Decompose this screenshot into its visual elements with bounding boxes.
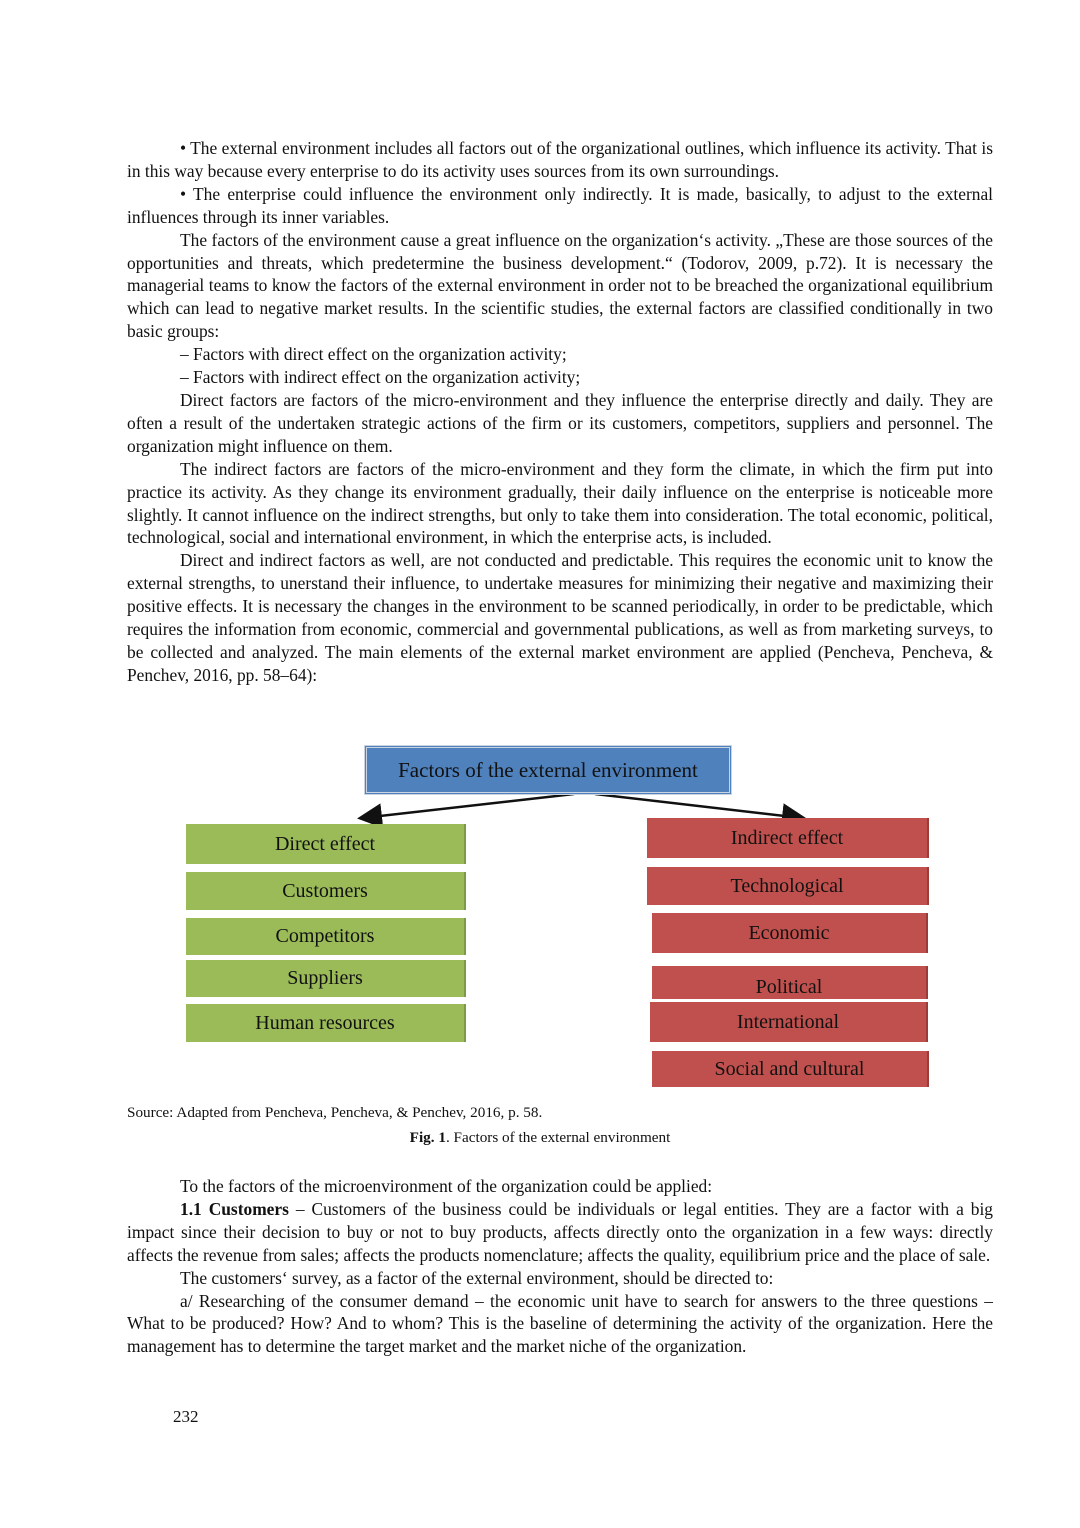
customers-text: – Customers of the business could be individuals or legal entities. They are a factor with a big impact since their decision to buy or not to buy products, affects directly onto the organization in a few ways: directly affects the revenue from sales; affects the products nomenclature; affects the quality, equilibrium price and the place of sale. [127, 1198, 993, 1265]
arrow-to-direct [362, 794, 574, 818]
paragraph: • The external environment includes all factors out of the organizational outlines, which influence its activity. That is in this way because every enterprise to do its activity uses sources from its own surroundings. [127, 138, 993, 181]
direct-effect-box: Direct effect [186, 824, 466, 864]
competitors-box: Competitors [186, 918, 466, 955]
figure-caption [0, 1128, 1080, 1147]
indirect-effect-box: Indirect effect [647, 818, 929, 858]
paragraph: a/ Researching of the consumer demand – the economic unit have to search for answers to the three questions – What to be produced? How? And to whom? This is the baseline of determining the activity of the organization. Here the management has to determine the target market and the market niche of the organization. [127, 1290, 993, 1357]
figure-source: Source: Adapted from Pencheva, Pencheva, & Penchev, 2016, p. 58. [127, 1104, 543, 1121]
paragraph: The customers‘ survey, as a factor of the external environment, should be directed to: [180, 1267, 774, 1288]
paragraph: • The enterprise could influence the environment only indirectly. It is made, basically, to adjust to the external influences through its inner variables. [127, 183, 993, 227]
political-box: Political [652, 966, 928, 999]
paragraph: Direct factors are factors of the micro-environment and they influence the enterprise directly and daily. They are often a result of the undertaken strategic actions of the firm or its customers, competitors, suppliers and personnel. The organization might influence on them. [127, 389, 993, 456]
paragraph: – Factors with indirect effect on the organization activity; [180, 367, 581, 388]
technological-box: Technological [647, 867, 929, 905]
paragraph: The factors of the environment cause a great influence on the organization‘s activity. „These are those sources of the opportunities and threats, which predetermine the business development.“ (Todorov, 2009, p.72). It is necessary the managerial teams to know the factors of the external environment in order not to be breached the organizational equilibrium which can lead to negative market results. In the scientific studies, the external factors are classified conditionally in two basic groups: [127, 229, 993, 342]
paragraph: Direct and indirect factors as well, are not conducted and predictable. This requires the economic unit to know the external strengths, to unerstand their influence, to undertake measures for minimizing their negative and maximizing their positive effects. It is necessary the changes in the environment to be scanned periodically, in order to be predictable, which requires the information from economic, commercial and governmental publications, as well as from marketing surveys, to be collected and analyzed. The main elements of the external market environment are applied (Pencheva, Pencheva, & Penchev, 2016, pp. 58–64): [127, 550, 993, 685]
paragraph: The indirect factors are factors of the micro-environment and they form the climate, in which the firm put into practice its activity. As they change its environment gradually, their daily influence on the enterprise is noticeable more slightly. It cannot influence on the indirect strengths, but only to take them into consideration. The total economic, political, technological, social and international environment, in which the enterprise acts, is included. [127, 458, 993, 548]
customers-box: Customers [186, 872, 466, 910]
factors-diagram [127, 740, 993, 1092]
diagram-title-box: Factors of the external environment [364, 745, 732, 795]
body-text-bottom [127, 1175, 993, 1358]
international-box: International [650, 1002, 928, 1042]
customers-heading: 1.1 Customers [180, 1198, 289, 1219]
paragraph [127, 1198, 993, 1267]
page-number: 232 [173, 1407, 199, 1426]
figure-label: Fig. 1 [409, 1129, 446, 1146]
suppliers-box: Suppliers [186, 960, 466, 997]
paragraph: – Factors with direct effect on the organization activity; [180, 344, 567, 365]
arrow-to-indirect [595, 794, 802, 818]
social-cultural-box: Social and cultural [652, 1051, 929, 1087]
human-resources-box: Human resources [186, 1004, 466, 1042]
paragraph: To the factors of the microenvironment of the organization could be applied: [180, 1176, 713, 1196]
figure-caption-text: . Factors of the external environment [445, 1129, 671, 1146]
economic-box: Economic [652, 913, 928, 953]
body-text-top [127, 137, 993, 687]
